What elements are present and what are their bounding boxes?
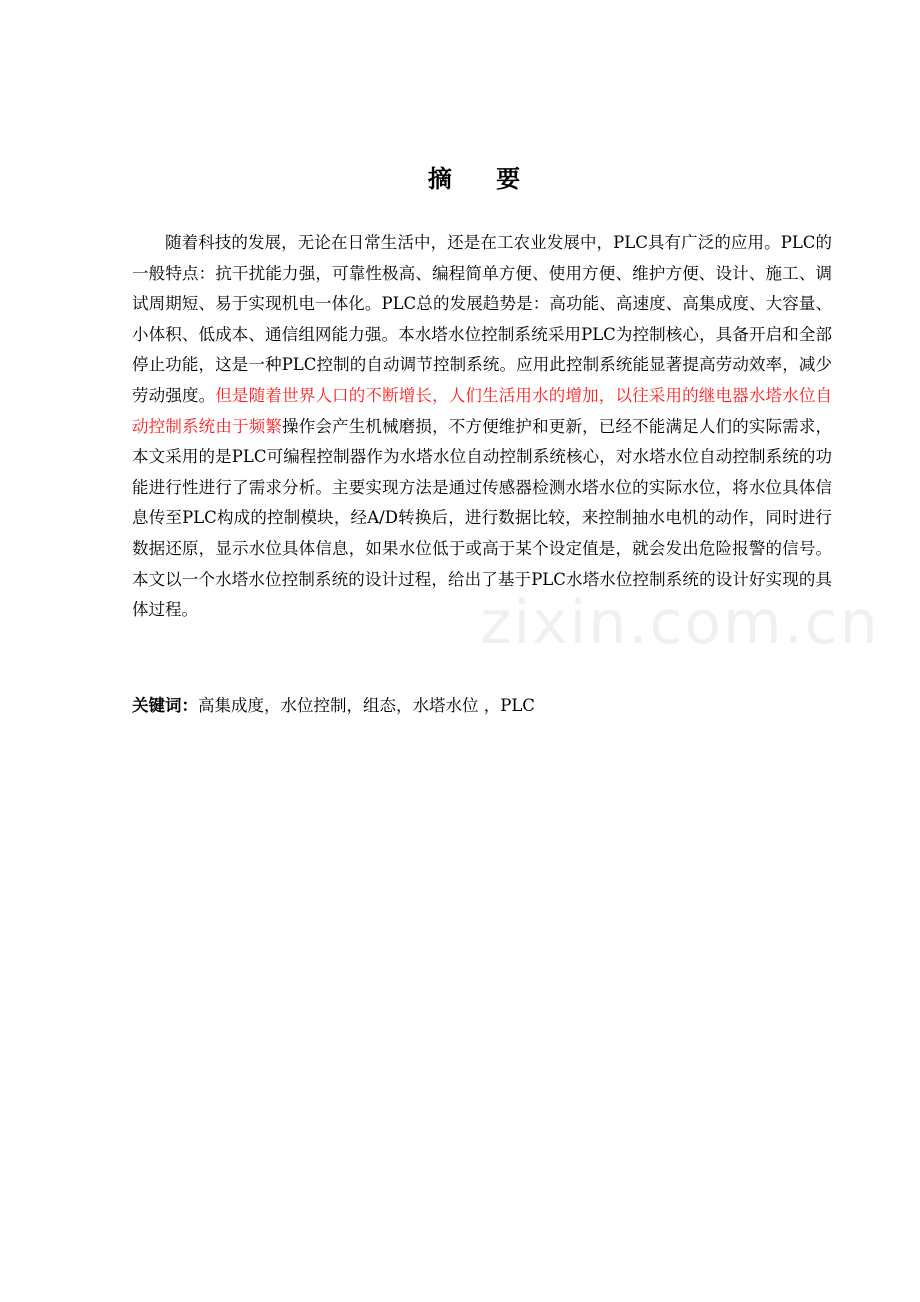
abstract-title: 摘 要 (427, 165, 539, 193)
abstract-paragraph (132, 228, 832, 626)
abstract-text-part1: 随着科技的发展，无论在日常生活中，还是在工农业发展中，PLC具有广泛的应用。PLC的一般特点：抗干扰能力强，可靠性极高、编程简单方便、使用方便、维护方便、设计、施工、调试周期短、易于实现机电一体化。PLC总的发展趋势是：高功能、高速度、高集成度、大容量、小体积、低成本、通信组网能力强。本水塔水位控制系统采用PLC为控制核心，具备开启和全部停止功能，这是一种PLC控制的自动调节控制系统。应用此控制系统能显著提高劳动效率，减少劳动强度。 (132, 233, 832, 405)
watermark: zixin.com.cn (480, 588, 880, 658)
keywords-value: 高集成度，水位控制，组态，水塔水位 ，PLC (198, 696, 535, 715)
abstract-text-part3: 操作会产生机械磨损，不方便维护和更新，已经不能满足人们的实际需求，本文采用的是PLC可编程控制器作为水塔水位自动控制系统核心，对水塔水位自动控制系统的功能进行性进行了需求分析。主要实现方法是通过传感器检测水塔水位的实际水位，将水位具体信息传至PLC构成的控制模块，经A/D转换后，进行数据比较，来控制抽水电机的动作，同时进行数据还原，显示水位具体信息，如果水位低于或高于某个设定值是，就会发出危险报警的信号。本文以一个水塔水位控制系统的设计过程，给出了基于PLC水塔水位控制系统的设计好实现的具体过程。 (132, 416, 833, 620)
keywords-line (132, 691, 832, 721)
keywords-label: 关键词： (132, 696, 198, 715)
abstract-highlighted-text: 但是随着世界人口的不断增长，人们生活用水的增加，以往采用的继电器水塔水位自动控制系统由于频繁 (132, 385, 833, 436)
